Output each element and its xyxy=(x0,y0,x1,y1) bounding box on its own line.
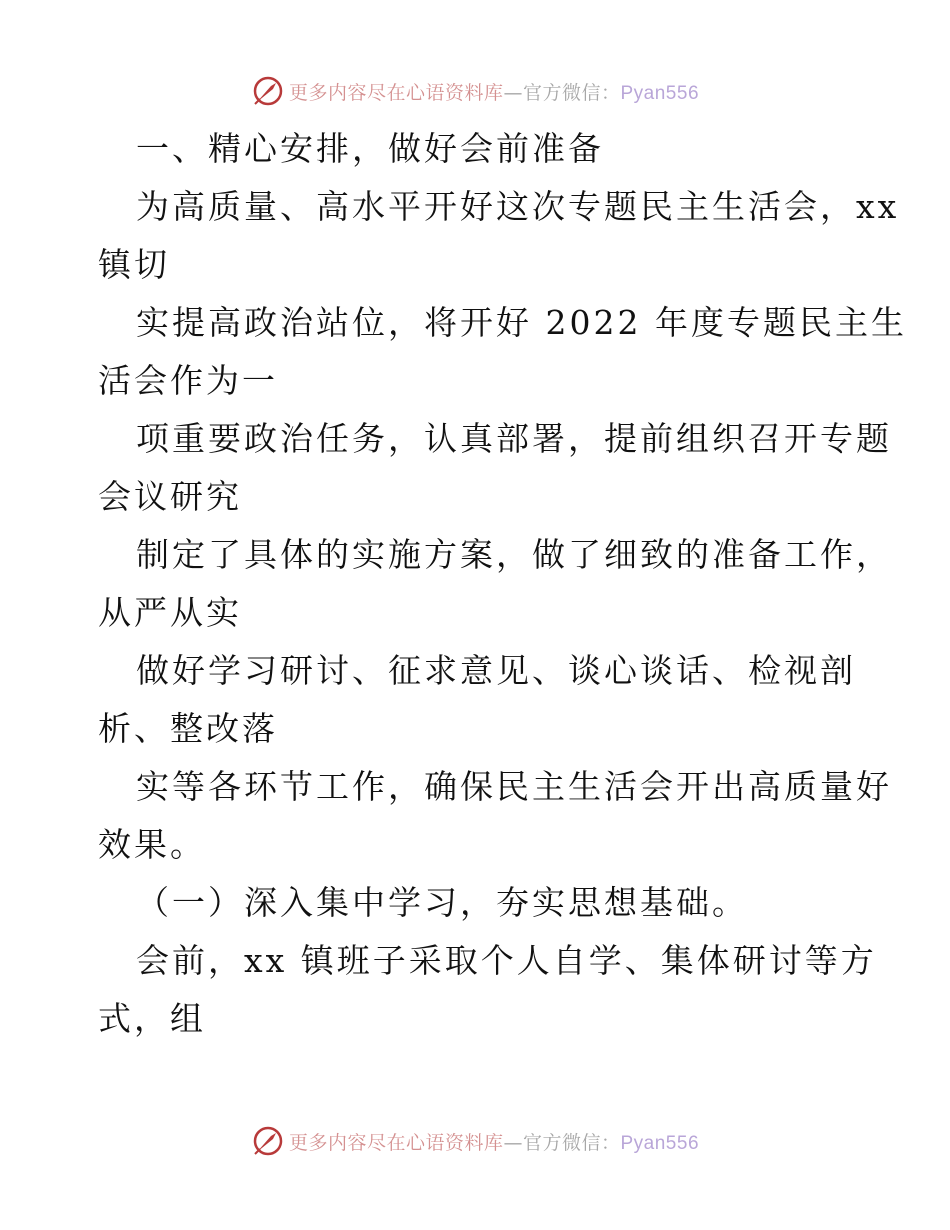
section-heading: 一、精心安排，做好会前准备 xyxy=(136,129,604,168)
banner-wechat-id: Pyan556 xyxy=(620,1132,700,1154)
banner-text xyxy=(289,78,699,105)
banner-main-text: 更多内容尽在心语资料库 xyxy=(288,81,504,104)
document-body xyxy=(98,120,907,1048)
paragraph-line: 会前，xx 镇班子采取个人自学、集体研讨等方 xyxy=(136,941,877,980)
paragraph-line: 为高质量、高水平开好这次专题民主生活会，xx xyxy=(136,187,900,226)
paragraph-line: 制定了具体的实施方案，做了细致的准备工作， xyxy=(136,535,892,574)
paragraph-line: 项重要政治任务，认真部署，提前组织召开专题 xyxy=(136,419,892,458)
paragraph-line: 活会作为一 xyxy=(98,361,278,400)
header-banner xyxy=(0,71,950,111)
paragraph-line: 析、整改落 xyxy=(98,709,278,748)
pen-nib-logo-icon xyxy=(251,74,285,108)
banner-wechat-id: Pyan556 xyxy=(620,82,700,104)
footer-banner xyxy=(0,1121,950,1161)
banner-text xyxy=(289,1128,699,1155)
paragraph-line: 实等各环节工作，确保民主生活会开出高质量好 xyxy=(136,767,892,806)
pen-nib-logo-icon xyxy=(251,1124,285,1158)
paragraph-line: 式，组 xyxy=(98,999,206,1038)
banner-sep-text: —官方微信： xyxy=(503,81,621,104)
paragraph-line: 从严从实 xyxy=(98,593,242,632)
paragraph-line: 镇切 xyxy=(98,245,170,284)
subsection-heading: （一）深入集中学习，夯实思想基础。 xyxy=(136,883,748,922)
banner-sep-text: —官方微信： xyxy=(503,1131,621,1154)
paragraph-line: 做好学习研讨、征求意见、谈心谈话、检视剖 xyxy=(136,651,856,690)
paragraph-line: 效果。 xyxy=(98,825,206,864)
banner-main-text: 更多内容尽在心语资料库 xyxy=(288,1131,504,1154)
paragraph-line: 实提高政治站位，将开好 2022 年度专题民主生 xyxy=(136,303,907,342)
paragraph-line: 会议研究 xyxy=(98,477,242,516)
